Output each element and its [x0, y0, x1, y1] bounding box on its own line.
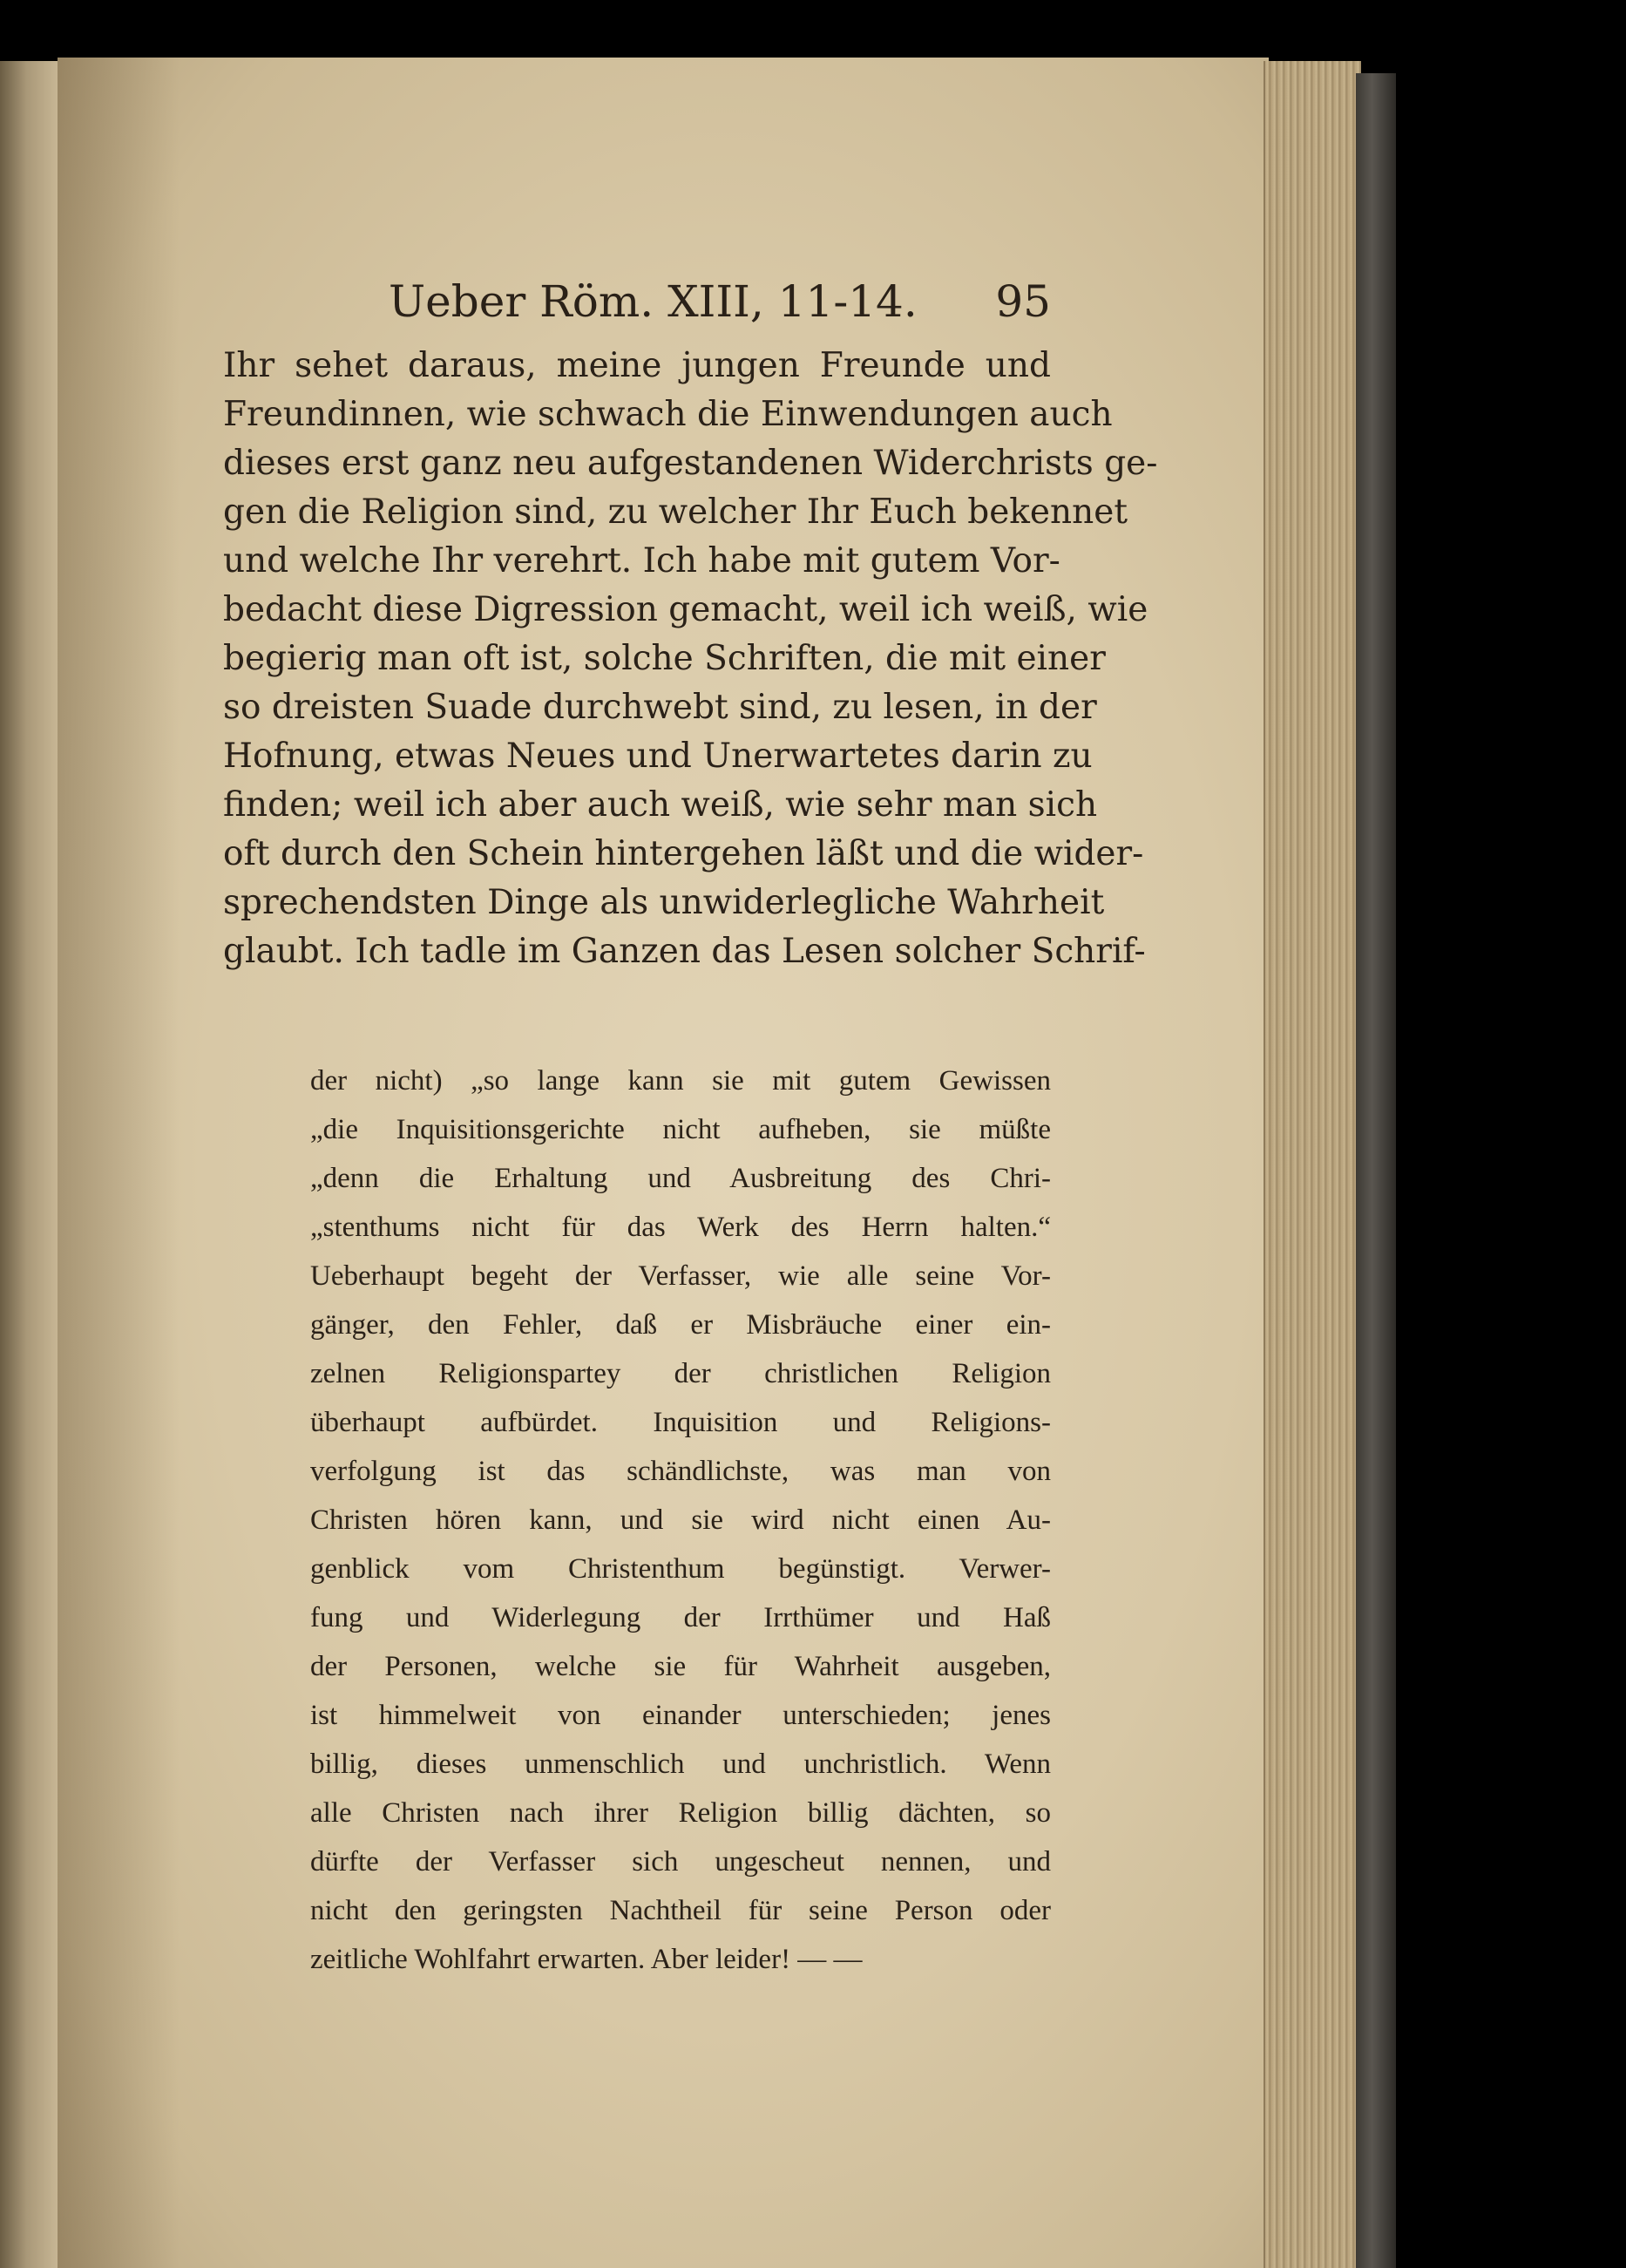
book-cover-edge — [1356, 73, 1396, 2268]
footnote-line: „stenthums nicht für das Werk des Herrn halten.“ — [310, 1212, 1051, 1243]
text-line: gen die Religion sind, zu welcher Ihr Euch bekennet — [223, 492, 1128, 532]
text-line: so dreisten Suade durchwebt sind, zu lesen, in der — [223, 688, 1097, 727]
text-block — [223, 267, 1158, 976]
text-line: und welche Ihr verehrt. Ich habe mit gutem Vor- — [223, 541, 1060, 581]
footnote-line: verfolgung ist das schändlichste, was man von — [310, 1456, 1051, 1487]
text-line: begierig man oft ist, solche Schriften, die mit einer — [223, 639, 1106, 678]
footnote-line: genblick vom Christenthum begünstigt. Verwer- — [310, 1553, 1051, 1585]
page-header — [223, 267, 1051, 336]
text-line: finden; weil ich aber auch weiß, wie sehr man sich — [223, 785, 1098, 825]
footnote-line: Christen hören kann, und sie wird nicht einen Au- — [310, 1504, 1051, 1536]
footnote-line: dürfte der Verfasser sich ungescheut nennen, und — [310, 1846, 1051, 1878]
running-title: Ueber Röm. XIII, 11-14. — [389, 276, 918, 327]
page-edges — [1264, 61, 1361, 2268]
text-line: glaubt. Ich tadle im Ganzen das Lesen solcher Schrif- — [223, 932, 1146, 971]
text-line: sprechendsten Dinge als unwiderlegliche Wahrheit — [223, 883, 1105, 922]
main-text — [223, 342, 1158, 976]
left-page-edge — [0, 61, 59, 2268]
text-line: Freundinnen, wie schwach die Einwendungen auch — [223, 395, 1113, 434]
footnote-line: zelnen Religionspartey der christlichen Religion — [310, 1358, 1051, 1389]
footnote-line: alle Christen nach ihrer Religion billig dächten, so — [310, 1797, 1051, 1829]
text-line: Ihr sehet daraus, meine jungen Freunde und — [223, 346, 1051, 385]
footnote-line: der nicht) „so lange kann sie mit gutem Gewissen — [310, 1065, 1051, 1097]
footnote-line: „die Inquisitionsgerichte nicht aufheben, sie müßte — [310, 1114, 1051, 1145]
footnote-line: ist himmelweit von einander unterschieden; jenes — [310, 1700, 1051, 1731]
footnote-line: nicht den geringsten Nachtheil für seine Person oder — [310, 1895, 1051, 1926]
text-line: bedacht diese Digression gemacht, weil ich weiß, wie — [223, 590, 1148, 629]
footnote-line: „denn die Erhaltung und Ausbreitung des Chri- — [310, 1163, 1051, 1194]
footnote-line: überhaupt aufbürdet. Inquisition und Religions- — [310, 1407, 1051, 1438]
footnote-line: zeitliche Wohlfahrt erwarten. Aber leider! — — — [310, 1944, 863, 1975]
text-line: oft durch den Schein hintergehen läßt und die wider- — [223, 834, 1144, 873]
footnote-line: Ueberhaupt begeht der Verfasser, wie alle seine Vor- — [310, 1260, 1051, 1292]
text-line: dieses erst ganz neu aufgestandenen Widerchrists ge- — [223, 444, 1158, 483]
footnote-line: billig, dieses unmenschlich und unchristlich. Wenn — [310, 1749, 1051, 1780]
footnote — [310, 1056, 1051, 1984]
page-number: 95 — [995, 276, 1051, 327]
footnote-line: der Personen, welche sie für Wahrheit ausgeben, — [310, 1651, 1051, 1682]
book-page — [58, 58, 1269, 2268]
footnote-line: gänger, den Fehler, daß er Misbräuche einer ein- — [310, 1309, 1051, 1341]
text-line: Hofnung, etwas Neues und Unerwartetes darin zu — [223, 737, 1093, 776]
footnote-line: fung und Widerlegung der Irrthümer und Haß — [310, 1602, 1051, 1633]
